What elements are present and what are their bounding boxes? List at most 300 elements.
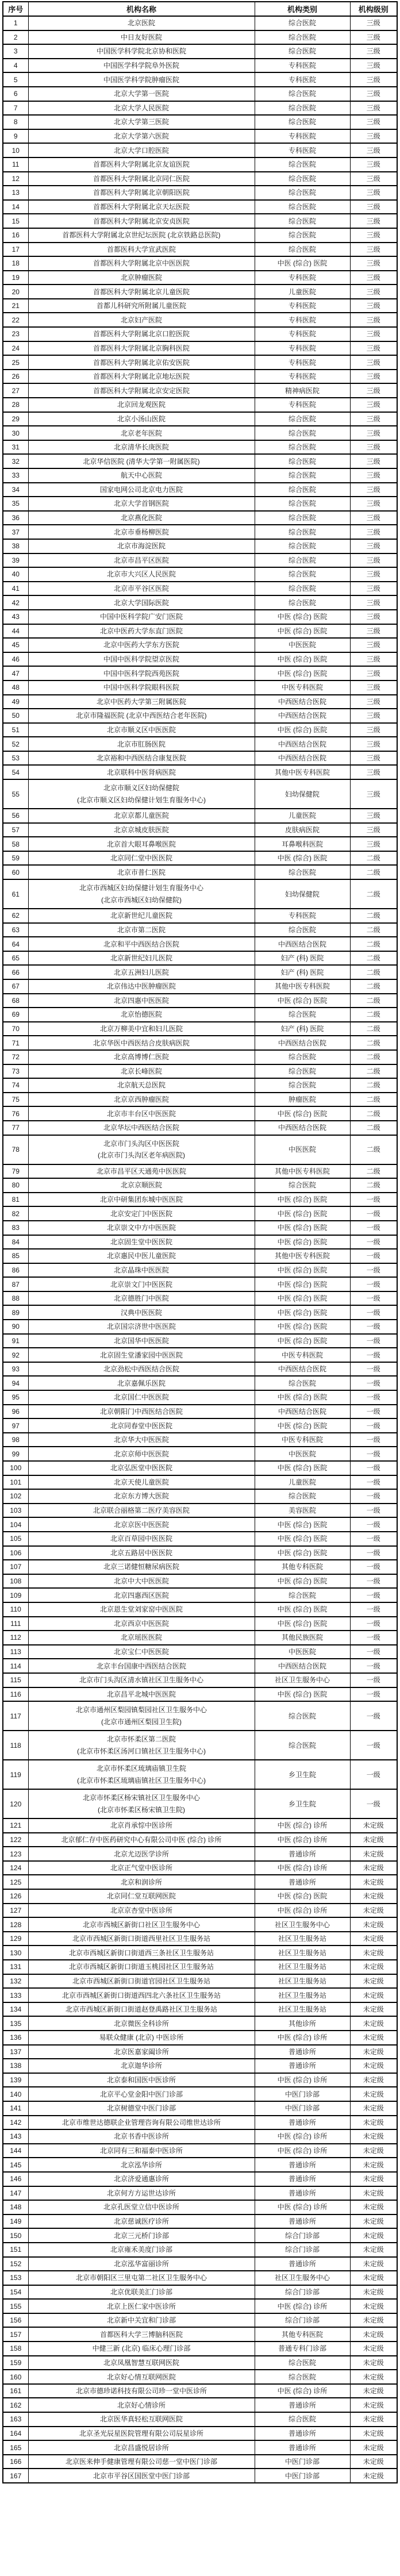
row-number-cell: 133 xyxy=(3,1988,28,2002)
institution-name-cell xyxy=(28,695,255,709)
table-row xyxy=(3,2412,397,2427)
row-number-cell: 149 xyxy=(3,2214,28,2229)
table-row xyxy=(3,313,397,327)
institution-level-cell: 三级 xyxy=(350,383,397,398)
institution-level-cell: 三级 xyxy=(350,638,397,652)
institution-name-cell xyxy=(28,1050,255,1064)
row-number-cell: 4 xyxy=(3,59,28,73)
institution-type-cell: 综合医院 xyxy=(255,228,350,243)
institution-level-cell: 一级 xyxy=(350,1789,397,1818)
row-number-cell: 93 xyxy=(3,1362,28,1377)
institution-level-cell: 二级 xyxy=(350,994,397,1008)
institution-level-cell: 二级 xyxy=(350,1008,397,1022)
table-row xyxy=(3,454,397,468)
row-number-cell: 112 xyxy=(3,1631,28,1645)
institution-name-cell xyxy=(28,751,255,766)
institution-level-cell: 三级 xyxy=(350,87,397,101)
institution-level-cell: 三级 xyxy=(350,129,397,144)
table-row xyxy=(3,468,397,483)
institution-level-cell: 未定级 xyxy=(350,2285,397,2300)
institution-type-cell: 综合门诊部 xyxy=(255,2228,350,2243)
table-row xyxy=(3,1904,397,1918)
institution-type-cell: 普通诊所 xyxy=(255,1847,350,1861)
row-number-cell: 42 xyxy=(3,595,28,610)
institution-name: 北京宝仁中医医院 xyxy=(113,1648,169,1656)
institution-type-cell: 中西医结合医院 xyxy=(255,737,350,751)
institution-level-cell: 三级 xyxy=(350,539,397,553)
institution-name-cell xyxy=(28,2129,255,2144)
institution-type-cell: 中医 (综合) 医院 xyxy=(255,1206,350,1221)
institution-level-cell: 一级 xyxy=(350,1546,397,1560)
table-row xyxy=(3,16,397,30)
institution-type-cell: 普通诊所 xyxy=(255,2045,350,2059)
institution-name: 北京市海淀医院 xyxy=(117,542,166,551)
institution-name: 北京固生堂潘家园中医医院 xyxy=(99,1351,183,1359)
institution-level-cell: 三级 xyxy=(350,595,397,610)
institution-name: 北京嘉佩乐医院 xyxy=(117,1379,166,1387)
institution-type-cell: 综合医院 xyxy=(255,1078,350,1093)
table-row xyxy=(3,1875,397,1889)
institution-name: 北京同仁堂互联网医院 xyxy=(106,1892,176,1901)
institution-name-cell xyxy=(28,1433,255,1447)
institution-name: 北京和平中西医结合医院 xyxy=(103,940,179,948)
institution-name: 北京市第二医院 xyxy=(117,925,166,934)
row-number-cell: 106 xyxy=(3,1546,28,1560)
table-row xyxy=(3,1489,397,1504)
table-row xyxy=(3,299,397,313)
institution-name: 北京长峰医院 xyxy=(120,1067,162,1075)
institution-type-cell: 普通诊所 xyxy=(255,2440,350,2455)
institution-type-cell: 乡卫生院 xyxy=(255,1760,350,1789)
row-number-cell: 30 xyxy=(3,426,28,440)
institution-name-cell xyxy=(28,1078,255,1093)
institution-name: 北京回龙观医院 xyxy=(117,401,166,409)
institution-name-cell xyxy=(28,1376,255,1390)
institution-name-cell xyxy=(28,809,255,823)
institution-type-cell: 综合医院 xyxy=(255,454,350,468)
institution-type-cell: 中医 (综合) 医院 xyxy=(255,1221,350,1235)
table-row xyxy=(3,256,397,271)
institution-name-cell xyxy=(28,2087,255,2101)
institution-name: 北京市西城区新街口街道西里社区卫生服务站 xyxy=(72,1935,210,1943)
row-number-cell: 17 xyxy=(3,243,28,257)
table-row xyxy=(3,1362,397,1377)
row-number-cell: 88 xyxy=(3,1291,28,1306)
institution-level-cell: 三级 xyxy=(350,695,397,709)
institution-name: 北京三诺健恒糖尿病医院 xyxy=(103,1563,179,1571)
institution-level-cell: 未定级 xyxy=(350,2059,397,2073)
row-number-cell: 11 xyxy=(3,157,28,172)
row-number-cell: 68 xyxy=(3,994,28,1008)
row-number-cell: 2 xyxy=(3,30,28,45)
row-number-cell: 59 xyxy=(3,851,28,866)
institution-level-cell: 一级 xyxy=(350,1701,397,1731)
institution-name: 北京泓华富丽诊所 xyxy=(113,2259,169,2268)
table-row xyxy=(3,539,397,553)
institution-level-cell: 一级 xyxy=(350,1645,397,1659)
table-row xyxy=(3,1334,397,1348)
institution-name: 北京市丰台区中医医院 xyxy=(106,1109,176,1118)
institution-name-cell xyxy=(28,129,255,144)
row-number-cell: 115 xyxy=(3,1673,28,1687)
institution-name-cell xyxy=(28,1560,255,1574)
institution-name: 北京正气堂中医诊所 xyxy=(110,1864,172,1873)
table-row xyxy=(3,2440,397,2455)
institution-level-cell: 未定级 xyxy=(350,2158,397,2172)
row-number-cell: 65 xyxy=(3,951,28,966)
row-number-cell: 129 xyxy=(3,1932,28,1946)
institution-name-cell xyxy=(28,327,255,341)
institution-level-cell: 未定级 xyxy=(350,2313,397,2328)
institution-name: 北京惠民中医儿童医院 xyxy=(106,1252,176,1260)
institution-type-cell: 综合医院 xyxy=(255,468,350,483)
institution-level-cell: 一级 xyxy=(350,1673,397,1687)
institution-name: 北京东方博大医院 xyxy=(113,1492,169,1501)
table-row xyxy=(3,2016,397,2031)
institution-name-cell xyxy=(28,370,255,384)
institution-name: 航天中心医院 xyxy=(120,471,162,480)
institution-name-cell xyxy=(28,723,255,737)
institution-type-cell: 中医 (综合) 诊所 xyxy=(255,2384,350,2398)
institution-name: 北京泓华诊所 xyxy=(120,2160,162,2169)
institution-name: 北京优联美汇门诊部 xyxy=(110,2287,172,2296)
institution-name-cell xyxy=(28,2158,255,2172)
row-number-cell: 136 xyxy=(3,2031,28,2045)
table-row xyxy=(3,383,397,398)
institution-name-cell xyxy=(28,851,255,866)
institution-name: 首都医科大学附属北京世纪坛医院 (北京铁路总医院) xyxy=(62,231,221,240)
institution-type-cell: 妇幼保健院 xyxy=(255,779,350,809)
header-row xyxy=(3,2,397,16)
institution-name: 中国中医科学院望京医院 xyxy=(103,655,179,664)
institution-level-cell: 三级 xyxy=(350,271,397,285)
institution-name-cell xyxy=(28,1731,255,1760)
row-number-cell: 156 xyxy=(3,2313,28,2328)
institution-level-cell: 一级 xyxy=(350,1291,397,1306)
institution-type-cell: 其他中医专科医院 xyxy=(255,765,350,779)
institution-name-cell xyxy=(28,1135,255,1164)
institution-level-cell: 一级 xyxy=(350,1447,397,1461)
institution-name-cell xyxy=(28,497,255,511)
table-row xyxy=(3,595,397,610)
row-number-cell: 71 xyxy=(3,1036,28,1050)
institution-name: 北京市西城区新街口街道西三条社区卫生服务站 xyxy=(68,1948,214,1957)
institution-name-cell xyxy=(28,1121,255,1135)
institution-type-cell: 中医 (综合) 医院 xyxy=(255,1106,350,1121)
institution-name: 北京医院 xyxy=(127,19,155,28)
row-number-cell: 145 xyxy=(3,2158,28,2172)
institution-level-cell: 二级 xyxy=(350,1022,397,1036)
institution-name: 北京大学人民医院 xyxy=(113,103,169,112)
row-number-cell: 126 xyxy=(3,1889,28,1904)
table-row xyxy=(3,2045,397,2059)
row-number-cell: 18 xyxy=(3,256,28,271)
table-row xyxy=(3,2271,397,2285)
institution-type-cell: 专科医院 xyxy=(255,355,350,370)
table-row xyxy=(3,610,397,624)
table-row xyxy=(3,2059,397,2073)
institution-name: 北京中研集团东城中医医院 xyxy=(99,1195,183,1204)
institution-name-cell xyxy=(28,553,255,568)
row-number-cell: 152 xyxy=(3,2257,28,2271)
institution-name: 北京四惠西区医院 xyxy=(113,1591,169,1600)
institution-name-cell xyxy=(28,1904,255,1918)
institution-level-cell: 三级 xyxy=(350,440,397,455)
row-number-cell: 14 xyxy=(3,200,28,214)
institution-type-cell: 综合医院 xyxy=(255,101,350,116)
table-row xyxy=(3,979,397,994)
institution-name-cell xyxy=(28,483,255,497)
table-row xyxy=(3,284,397,299)
institution-name-cell xyxy=(28,1988,255,2002)
table-row xyxy=(3,72,397,87)
table-row xyxy=(3,2073,397,2087)
institution-name-cell xyxy=(28,256,255,271)
institution-name: 北京四惠中医医院 xyxy=(113,996,169,1005)
institution-name-cell xyxy=(28,1833,255,1847)
institution-type-cell: 乡卫生院 xyxy=(255,1789,350,1818)
institution-name-cell xyxy=(28,1193,255,1207)
institution-name-cell xyxy=(28,1263,255,1278)
institution-name-cell xyxy=(28,680,255,695)
row-number-cell: 32 xyxy=(3,454,28,468)
table-row xyxy=(3,2285,397,2300)
institution-name-cell xyxy=(28,2172,255,2186)
table-row xyxy=(3,1390,397,1405)
institution-type-cell: 社区卫生服务站 xyxy=(255,1932,350,1946)
institution-level-cell: 未定级 xyxy=(350,1917,397,1932)
row-number-cell: 46 xyxy=(3,652,28,667)
table-row xyxy=(3,680,397,695)
institution-level-cell: 未定级 xyxy=(350,1988,397,2002)
institution-name-cell xyxy=(28,1687,255,1702)
institution-name: 中国医学科学院北京协和医院 xyxy=(96,47,186,56)
table-row xyxy=(3,2087,397,2101)
institution-level-cell: 未定级 xyxy=(350,2398,397,2412)
institution-type-cell: 中医医院 xyxy=(255,638,350,652)
institution-level-cell: 未定级 xyxy=(350,1847,397,1861)
institution-level-cell: 三级 xyxy=(350,256,397,271)
institution-name: 北京怡德医院 xyxy=(120,1010,162,1019)
institution-level-cell: 三级 xyxy=(350,327,397,341)
institution-name: 北京小汤山医院 xyxy=(117,414,166,423)
institution-name-cell xyxy=(28,1221,255,1235)
institution-name: 中国医学科学院肿瘤医院 xyxy=(103,75,179,84)
institution-level-cell: 三级 xyxy=(350,186,397,200)
table-row xyxy=(3,2356,397,2370)
row-number-cell: 36 xyxy=(3,511,28,525)
institution-name: 北京何方方运世达诊所 xyxy=(106,2189,176,2197)
table-row xyxy=(3,1178,397,1193)
institution-level-cell: 未定级 xyxy=(350,1833,397,1847)
row-number-cell: 5 xyxy=(3,72,28,87)
row-number-cell: 67 xyxy=(3,979,28,994)
institution-name: 北京国仁中医医院 xyxy=(113,1393,169,1402)
institution-type-cell: 综合医院 xyxy=(255,923,350,937)
institution-name: 中国中医科学院西苑医院 xyxy=(103,669,179,678)
institution-level-cell: 一级 xyxy=(350,1405,397,1419)
row-number-cell: 142 xyxy=(3,2116,28,2130)
institution-type-cell: 中医 (综合) 医院 xyxy=(255,1235,350,1249)
row-number-cell: 167 xyxy=(3,2469,28,2483)
institution-level-cell: 二级 xyxy=(350,979,397,994)
row-number-cell: 75 xyxy=(3,1093,28,1107)
table-row xyxy=(3,2002,397,2017)
institution-type-cell: 精神病医院 xyxy=(255,383,350,398)
table-row xyxy=(3,2469,397,2483)
row-number-cell: 15 xyxy=(3,214,28,228)
institution-level-cell: 未定级 xyxy=(350,1875,397,1889)
institution-name-cell xyxy=(28,1036,255,1050)
institution-name-cell xyxy=(28,1861,255,1875)
institution-type-cell: 普通诊所 xyxy=(255,2257,350,2271)
institution-level-cell: 三级 xyxy=(350,737,397,751)
institution-level-cell: 一级 xyxy=(350,1631,397,1645)
institution-level-cell: 一级 xyxy=(350,1475,397,1490)
table-row xyxy=(3,2313,397,2328)
institution-name: 北京市普仁医院 xyxy=(117,868,166,876)
table-row xyxy=(3,87,397,101)
institution-name-cell xyxy=(28,624,255,639)
institution-name: 北京崇文中方中医医院 xyxy=(106,1224,176,1232)
row-number-cell: 150 xyxy=(3,2228,28,2243)
row-number-cell: 76 xyxy=(3,1106,28,1121)
institution-name-cell xyxy=(28,1093,255,1107)
institution-level-cell: 未定级 xyxy=(350,1861,397,1875)
institution-name-cell xyxy=(28,1818,255,1833)
table-row xyxy=(3,157,397,172)
institution-level-cell: 二级 xyxy=(350,1093,397,1107)
institution-level-cell: 一级 xyxy=(350,1588,397,1602)
row-number-cell: 63 xyxy=(3,923,28,937)
institution-type-cell: 综合医院 xyxy=(255,426,350,440)
row-number-cell: 53 xyxy=(3,751,28,766)
institution-level-cell: 二级 xyxy=(350,851,397,866)
table-row xyxy=(3,1517,397,1532)
table-row xyxy=(3,2214,397,2229)
row-number-cell: 154 xyxy=(3,2285,28,2300)
table-row xyxy=(3,1418,397,1433)
row-number-cell: 48 xyxy=(3,680,28,695)
institution-alt-name: (北京市怀柔区汤河口镇社区卫生服务中心) xyxy=(77,1747,206,1755)
institution-name: 北京华大中医医院 xyxy=(113,1436,169,1444)
institution-name-cell xyxy=(28,1602,255,1617)
institution-level-cell: 三级 xyxy=(350,313,397,327)
row-number-cell: 50 xyxy=(3,709,28,723)
row-number-cell: 134 xyxy=(3,2002,28,2017)
institution-name-cell xyxy=(28,1178,255,1193)
institution-name: 北京京西肿瘤医院 xyxy=(113,1095,169,1104)
institution-name-cell xyxy=(28,2427,255,2441)
institution-type-cell: 中医医院 xyxy=(255,1447,350,1461)
institution-name: 北京大学第一医院 xyxy=(113,90,169,98)
institution-type-cell: 儿童医院 xyxy=(255,1475,350,1490)
institution-name: 北京华坛中西医结合医院 xyxy=(103,1124,179,1132)
table-row xyxy=(3,1560,397,1574)
institution-level-cell: 三级 xyxy=(350,101,397,116)
institution-level-cell: 三级 xyxy=(350,341,397,356)
table-row xyxy=(3,1291,397,1306)
institution-type-cell: 社区卫生服务站 xyxy=(255,1960,350,1974)
table-row xyxy=(3,2158,397,2172)
institution-name: 北京市隆福医院 (北京中西医结合老年医院) xyxy=(76,712,207,720)
table-row xyxy=(3,2186,397,2201)
institution-name: 北京京都儿童医院 xyxy=(113,812,169,820)
table-row xyxy=(3,271,397,285)
row-number-cell: 69 xyxy=(3,1008,28,1022)
institution-name-cell xyxy=(28,1504,255,1518)
row-number-cell: 153 xyxy=(3,2271,28,2285)
institution-type-cell: 中医 (综合) 诊所 xyxy=(255,2299,350,2313)
row-number-cell: 28 xyxy=(3,398,28,412)
institution-type-cell: 中医 (综合) 医院 xyxy=(255,1687,350,1702)
institution-alt-name: (北京市西城区妇幼保健院) xyxy=(101,895,182,904)
row-number-cell: 66 xyxy=(3,965,28,979)
institution-type-cell: 普通诊所 xyxy=(255,2427,350,2441)
institution-name-cell xyxy=(28,1235,255,1249)
institution-name-cell xyxy=(28,2243,255,2257)
row-number-cell: 109 xyxy=(3,1588,28,1602)
institution-name: 北京五洲妇儿医院 xyxy=(113,968,169,976)
table-row xyxy=(3,2370,397,2384)
row-number-cell: 103 xyxy=(3,1504,28,1518)
institution-name-cell xyxy=(28,994,255,1008)
table-row xyxy=(3,1376,397,1390)
institution-level-cell: 一级 xyxy=(350,1687,397,1702)
institution-name-cell xyxy=(28,101,255,116)
row-number-cell: 143 xyxy=(3,2129,28,2144)
institution-level-cell: 三级 xyxy=(350,483,397,497)
institution-type-cell: 综合医院 xyxy=(255,483,350,497)
institution-name-cell xyxy=(28,383,255,398)
institution-name-cell xyxy=(28,2144,255,2158)
institution-level-cell: 一级 xyxy=(350,1504,397,1518)
institution-name: 北京高博博仁医院 xyxy=(113,1053,169,1062)
institution-name: 北京丰台国康中西医结合医院 xyxy=(96,1662,186,1670)
institution-level-cell: 一级 xyxy=(350,1362,397,1377)
institution-name-cell xyxy=(28,1875,255,1889)
table-row xyxy=(3,115,397,129)
institution-type-cell: 综合医院 xyxy=(255,412,350,426)
institution-level-cell: 一级 xyxy=(350,1263,397,1278)
institution-level-cell: 未定级 xyxy=(350,2440,397,2455)
institution-name: 首都医科大学附属北京儿童医院 xyxy=(93,287,190,296)
institution-name-cell xyxy=(28,30,255,45)
institution-name: 北京圣光辰星医院管理有限公司辰星诊所 xyxy=(79,2429,203,2437)
institution-name: 北京医来伸手健康管理有限公司慈一堂中医门诊部 xyxy=(65,2458,217,2466)
institution-name: 北京航天总医院 xyxy=(117,1081,166,1090)
institution-name: 北京市怀柔区第二医院 xyxy=(106,1735,176,1744)
institution-type-cell: 中医专科医院 xyxy=(255,1433,350,1447)
institution-type-cell: 普通诊所 xyxy=(255,2214,350,2229)
institution-name: 首都医科大学附属北京友谊医院 xyxy=(93,160,190,169)
institution-name-cell xyxy=(28,2228,255,2243)
institution-level-cell: 三级 xyxy=(350,709,397,723)
row-number-cell: 159 xyxy=(3,2356,28,2370)
institution-name-cell xyxy=(28,511,255,525)
institution-name-cell xyxy=(28,909,255,923)
institution-name-cell xyxy=(28,1291,255,1306)
institution-level-cell: 二级 xyxy=(350,1121,397,1135)
institution-name-cell xyxy=(28,2031,255,2045)
institution-level-cell: 一级 xyxy=(350,1461,397,1475)
institution-type-cell: 综合医院 xyxy=(255,539,350,553)
institution-name-cell xyxy=(28,2356,255,2370)
institution-level-cell: 一级 xyxy=(350,1489,397,1504)
row-number-cell: 165 xyxy=(3,2440,28,2455)
institution-type-cell: 中医 (综合) 医院 xyxy=(255,851,350,866)
institution-name-cell xyxy=(28,1334,255,1348)
